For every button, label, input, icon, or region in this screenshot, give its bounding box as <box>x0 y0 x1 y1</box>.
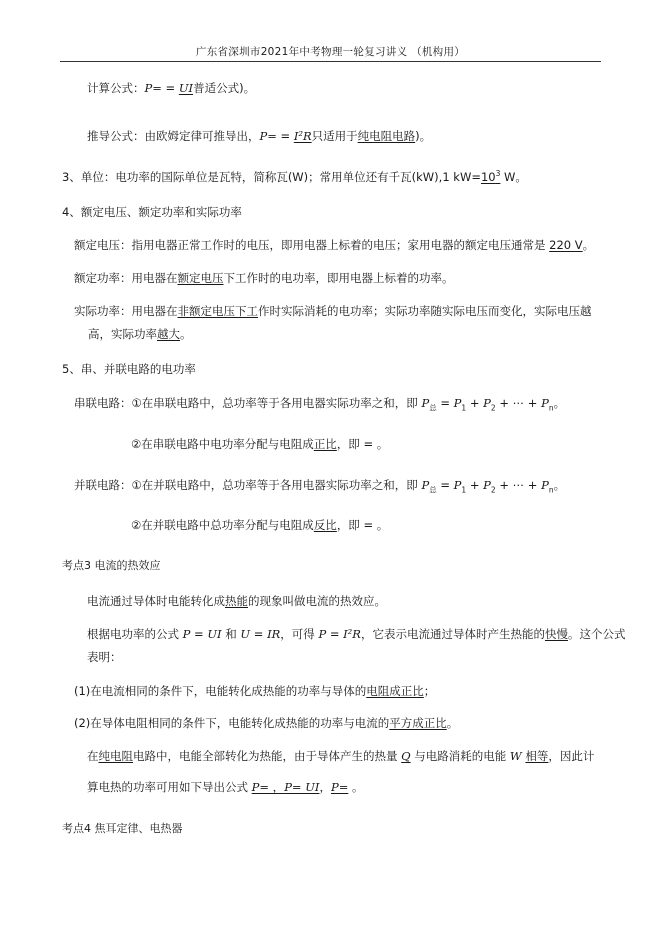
text: 与电路消耗的电能 <box>410 749 510 763</box>
text: ②在串联电路中电功率分配与电阻成 <box>131 437 314 451</box>
text: 。这个公式 <box>567 627 626 641</box>
formula-i2r: I²R <box>293 129 312 143</box>
text: 推导公式：由欧姆定律可推导出， <box>87 129 260 143</box>
text: + ⋯ + <box>495 478 542 492</box>
text: 3、单位：电功率的国际单位是瓦特，简称瓦(W)；常用单位还有千瓦(kW),1 kW= <box>62 170 481 184</box>
text: (2)在导体电阻相同的条件下，电能转化成热能的功率与电流的 <box>74 716 390 730</box>
text: 10 <box>480 170 496 184</box>
underlined-term: 反比 <box>313 518 337 532</box>
section-4-heading: 4、额定电压、额定功率和实际功率 <box>62 205 242 219</box>
underlined-term: 正比 <box>313 437 337 451</box>
formula-symbol: I²R <box>343 627 361 641</box>
text: = <box>436 478 454 492</box>
subscript: 2 <box>490 485 496 495</box>
pure-resistance-line <box>87 748 594 764</box>
formula-symbol: P <box>541 478 549 492</box>
text: 只适用于 <box>311 129 358 143</box>
formula-symbol: P <box>318 627 327 641</box>
text: 。 <box>553 478 566 492</box>
formula-derived-line <box>87 128 431 144</box>
text: ， <box>319 780 331 794</box>
text: = <box>250 627 268 641</box>
text: = <box>190 627 208 641</box>
parallel-sum-line <box>74 477 565 493</box>
underlined-term: 快慢 <box>544 627 568 641</box>
heat-power-formula-line-cont: 表明： <box>87 650 122 664</box>
text: 下工作时的电功率，即用电器上标着的功率。 <box>223 271 454 285</box>
text: 计算公式： <box>87 81 145 95</box>
formula-ui: P= UI <box>284 780 320 794</box>
text: + <box>466 396 484 410</box>
text: = <box>436 396 454 410</box>
text: ， <box>269 780 285 794</box>
text: ，即 = 。 <box>336 518 389 532</box>
rated-power-line <box>74 270 454 286</box>
text: 。 <box>582 238 595 252</box>
subscript: n <box>548 403 554 413</box>
formula-symbol: P <box>483 396 491 410</box>
text: ，它表示电流通过导体时产生热能的 <box>360 627 545 641</box>
conclusion-1 <box>74 683 435 699</box>
formula-blank: P= <box>251 780 270 794</box>
underlined-term: 相等 <box>525 749 549 763</box>
text: 。 <box>348 780 364 794</box>
unit-line <box>62 169 527 185</box>
text: + ⋯ + <box>495 396 542 410</box>
text: 普适公式)。 <box>193 81 256 95</box>
formula-symbol: P= <box>144 81 162 95</box>
subscript: 1 <box>461 485 467 495</box>
conclusion-2 <box>74 715 458 731</box>
heat-effect-definition <box>87 593 386 609</box>
series-ratio-line <box>131 436 388 452</box>
formula-symbol: P <box>483 478 491 492</box>
text: 。 <box>446 716 459 730</box>
underlined-term: 热能 <box>225 594 248 608</box>
text: 。 <box>553 396 566 410</box>
text: 并联电路：①在并联电路中，总功率等于各用电器实际功率之和，即 <box>74 478 422 492</box>
text: )。 <box>415 129 432 143</box>
formula-symbol: P <box>453 396 462 410</box>
text: 的现象叫做电流的热效应。 <box>248 594 386 608</box>
text: 额定功率：用电器在 <box>74 271 178 285</box>
text: ； <box>423 684 436 698</box>
formula-symbol: UI <box>207 627 222 641</box>
formula-symbol: P= <box>259 129 277 143</box>
formula-symbol: P <box>453 478 462 492</box>
formula-calc-line <box>87 80 255 96</box>
formula-symbol: P <box>182 627 191 641</box>
underlined-term: 额定电压 <box>177 271 224 285</box>
text: 电路中，电能全部转化为热能，由于导体产生的热量 <box>133 749 402 763</box>
text: 。 <box>180 327 192 341</box>
text: 算电热的功率可用如下导出公式 <box>87 780 252 794</box>
formula-symbol: P <box>421 478 430 492</box>
exponent: 3 <box>495 169 501 179</box>
text: ，即 = 。 <box>336 437 389 451</box>
subscript: 1 <box>461 403 467 413</box>
underlined-term: 非额定电压下工 <box>177 304 258 318</box>
underlined-term: 纯电阻电路 <box>357 129 416 143</box>
topic-3-heading: 考点3 电流的热效应 <box>62 559 161 572</box>
text: 高，实际功率 <box>88 327 157 341</box>
formula-symbol: Q <box>401 749 411 763</box>
formula-symbol: W <box>509 749 522 763</box>
subscript: 总 <box>429 485 437 495</box>
text: 根据电功率的公式 <box>87 627 183 641</box>
formula-ui: UI <box>178 81 194 95</box>
underlined-term: 越大 <box>157 327 180 341</box>
rated-voltage-line <box>74 237 594 253</box>
page-header: 广东省深圳市2021年中考物理一轮复习讲义 （机构用） <box>195 46 466 58</box>
text: ②在并联电路中总功率分配与电阻成 <box>131 518 314 532</box>
text: 串联电路：①在串联电路中，总功率等于各用电器实际功率之和，即 <box>74 396 422 410</box>
text: ，因此计 <box>548 749 595 763</box>
formula-symbol: U <box>240 627 251 641</box>
formula-symbol: P <box>541 396 549 410</box>
actual-power-line-cont <box>88 326 192 342</box>
text: 电流通过导体时电能转化成 <box>87 594 225 608</box>
underlined-term: 纯电阻 <box>98 749 133 763</box>
formula-symbol: P <box>421 396 430 410</box>
section-5-heading: 5、串、并联电路的电功率 <box>62 362 196 376</box>
text: 额定电压：指用电器正常工作时的电压，即用电器上标着的电压；家用电器的额定电压通常是 <box>74 238 550 252</box>
underlined-term: 220 V <box>549 238 583 252</box>
text: W。 <box>500 170 527 184</box>
pure-resistance-line-cont <box>87 779 363 795</box>
text: 实际功率：用电器在 <box>74 304 178 318</box>
text: = <box>276 129 294 143</box>
subscript: n <box>548 485 554 495</box>
text: 作时实际消耗的电功率；实际功率随实际电压而变化，实际电压越 <box>258 304 592 318</box>
underlined-term: 平方成正比 <box>389 716 447 730</box>
text: + <box>466 478 484 492</box>
actual-power-line <box>74 303 592 319</box>
text: = <box>161 81 179 95</box>
subscript: 2 <box>490 403 496 413</box>
topic-4-heading: 考点4 焦耳定律、电热器 <box>62 822 183 835</box>
text: ，可得 <box>280 627 319 641</box>
header-divider <box>60 61 601 62</box>
parallel-ratio-line <box>131 517 388 533</box>
text: (1)在电流相同的条件下，电能转化成热能的功率与导体的 <box>74 684 367 698</box>
text: = <box>326 627 344 641</box>
text: 和 <box>221 627 241 641</box>
text: 在 <box>87 749 99 763</box>
heat-power-formula-line <box>87 626 625 642</box>
power-of-ten <box>481 170 500 184</box>
formula-symbol: IR <box>267 627 281 641</box>
underlined-term: 电阻成正比 <box>366 684 424 698</box>
subscript: 总 <box>429 403 437 413</box>
series-sum-line <box>74 395 565 411</box>
formula-blank: P= <box>330 780 349 794</box>
